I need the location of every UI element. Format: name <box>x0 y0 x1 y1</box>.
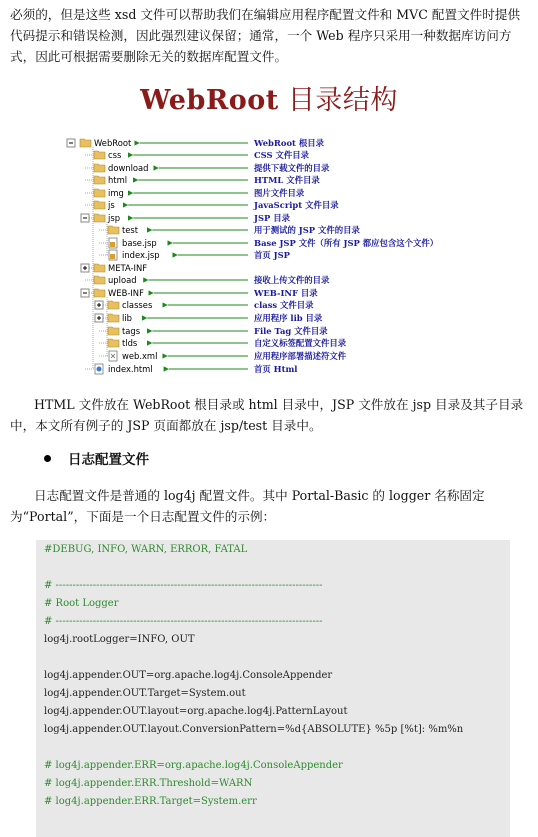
collapse-icon <box>81 214 89 222</box>
tree-item <box>99 250 291 260</box>
tree-item-desc: 用于测试的 JSP 文件的目录 <box>254 225 360 235</box>
folder-icon <box>108 339 119 347</box>
code-line: # log4j.appender.ERR.Target=System.err <box>44 796 257 807</box>
tree-item-desc: WEB-INF 目录 <box>254 288 318 298</box>
tree-item-label: WEB-INF <box>108 288 144 298</box>
tree-item-desc: 应用程序 lib 目录 <box>254 313 323 323</box>
tree-item-desc: File Tag 文件目录 <box>254 326 328 336</box>
tree-item-desc: WebRoot 根目录 <box>254 138 324 148</box>
tree-item <box>85 364 298 374</box>
html-location-paragraph: HTML 文件放在 WebRoot 根目录或 html 目录中，JSP 文件放在 jsp 目录及其子目录中，本文所有例子的 JSP 页面都放在 jsp/test 目录中。 <box>10 397 524 433</box>
folder-icon <box>108 327 119 335</box>
tree-item-label: tags <box>122 326 141 336</box>
folder-icon <box>94 276 105 284</box>
code-line: # Root Logger <box>44 598 119 609</box>
file-icon <box>109 238 117 248</box>
expand-icon <box>95 301 103 309</box>
folder-icon <box>94 176 105 184</box>
tree-item-desc: 图片文件目录 <box>254 188 305 198</box>
tree-item-label: lib <box>122 313 132 323</box>
code-line: log4j.rootLogger=INFO, OUT <box>44 634 195 645</box>
expand-icon <box>95 314 103 322</box>
folder-icon <box>94 289 105 297</box>
file-icon <box>95 364 103 374</box>
tree-item <box>85 163 330 173</box>
tree-item-desc: class 文件目录 <box>254 300 314 310</box>
tree-item-label: web.xml <box>122 351 158 361</box>
code-line: # ------------------------------------------------------------------------------- <box>44 616 323 627</box>
folder-icon <box>108 301 119 309</box>
folder-icon <box>94 151 105 159</box>
folder-icon <box>108 314 119 322</box>
tree-item <box>81 213 291 223</box>
tree-item-label: jsp <box>108 213 121 223</box>
folder-icon <box>94 189 105 197</box>
tree-item-label: js <box>108 200 115 210</box>
folder-icon <box>94 164 105 172</box>
tree-item-label: index.html <box>108 364 153 374</box>
tree-item-label: META-INF <box>108 263 148 273</box>
bullet-icon <box>44 455 51 462</box>
code-block <box>36 540 510 837</box>
tree-item <box>99 225 361 235</box>
tree-item-label: WebRoot <box>94 138 132 148</box>
figure-title-en: WebRoot <box>140 85 279 116</box>
folder-icon <box>94 214 105 222</box>
tree-item-desc: 首页 JSP <box>254 250 290 260</box>
log-intro-paragraph: 日志配置文件是普通的 log4j 配置文件。其中 Portal-Basic 的 logger 名称固定为“Portal”，下面是一个日志配置文件的示例： <box>10 488 485 524</box>
directory-tree-figure <box>0 128 538 383</box>
code-line: # log4j.appender.ERR.Threshold=WARN <box>44 778 253 789</box>
tree-item-label: base.jsp <box>122 238 157 248</box>
code-line: log4j.appender.OUT=org.apache.log4j.ConsoleAppender <box>44 670 333 681</box>
folder-icon <box>80 139 91 147</box>
tree-item <box>99 326 328 336</box>
tree-item-label: upload <box>108 275 137 285</box>
figure-title-cn: 目录结构 <box>287 85 398 116</box>
tree-item-desc: CSS 文件目录 <box>254 150 309 160</box>
tree-item-label: css <box>108 150 122 160</box>
collapse-icon <box>81 289 89 297</box>
folder-icon <box>108 226 119 234</box>
folder-icon <box>94 264 105 272</box>
code-line: log4j.appender.OUT.layout.ConversionPattern=%d{ABSOLUTE} %5p [%t]: %m%n <box>44 724 464 735</box>
code-line: # log4j.appender.ERR=org.apache.log4j.ConsoleAppender <box>44 760 343 771</box>
code-line: log4j.appender.OUT.Target=System.out <box>44 688 246 699</box>
folder-icon <box>94 201 105 209</box>
tree-item <box>85 200 339 210</box>
tree-item <box>95 313 323 323</box>
figure-title <box>0 78 538 117</box>
tree-item <box>85 188 305 198</box>
tree-item-label: classes <box>122 300 153 310</box>
tree-item <box>99 238 438 248</box>
tree-item-desc: Base JSP 文件（所有 JSP 都应包含这个文件） <box>254 238 439 248</box>
tree-item <box>85 275 330 285</box>
tree-item-label: tlds <box>122 338 138 348</box>
tree-item-desc: HTML 文件目录 <box>254 175 320 185</box>
code-line: #DEBUG, INFO, WARN, ERROR, FATAL <box>44 544 248 555</box>
tree-item <box>99 351 347 361</box>
tree-item <box>85 175 320 185</box>
collapse-icon <box>67 139 75 147</box>
tree-item-desc: 应用程序部署描述符文件 <box>254 351 347 361</box>
tree-item-desc: JavaScript 文件目录 <box>254 200 339 210</box>
tree-item-label: html <box>108 175 128 185</box>
section-heading: 日志配置文件 <box>68 452 149 468</box>
tree-item-desc: 提供下载文件的目录 <box>254 163 330 173</box>
tree-item-desc: 首页 Html <box>254 364 298 374</box>
tree-item-label: test <box>122 225 139 235</box>
code-line: log4j.appender.OUT.layout=org.apache.log4j.PatternLayout <box>44 706 348 717</box>
tree-item <box>67 138 325 148</box>
expand-icon <box>81 264 89 272</box>
tree-item-desc: 自定义标签配置文件目录 <box>254 338 347 348</box>
tree-item <box>99 338 347 348</box>
tree-item <box>95 300 314 310</box>
tree-item <box>81 263 147 273</box>
tree-item-desc: JSP 目录 <box>254 213 290 223</box>
tree-item <box>85 150 310 160</box>
tree-item-label: img <box>108 188 124 198</box>
code-line: # ------------------------------------------------------------------------------- <box>44 580 323 591</box>
file-icon <box>109 351 117 361</box>
tree-item-label: index.jsp <box>122 250 160 260</box>
tree-item <box>81 288 318 298</box>
intro-paragraph: 必须的，但是这些 xsd 文件可以帮助我们在编辑应用程序配置文件和 MVC 配置文件时提供代码提示和错误检测，因此强烈建议保留；通常，一个 Web 程序只采用一种数据库访问方式，因此可根据需要删除无关的数据库配置文件。 <box>10 7 521 64</box>
tree-item-desc: 接收上传文件的目录 <box>254 275 330 285</box>
file-icon <box>109 250 117 260</box>
tree-item-label: download <box>108 163 149 173</box>
